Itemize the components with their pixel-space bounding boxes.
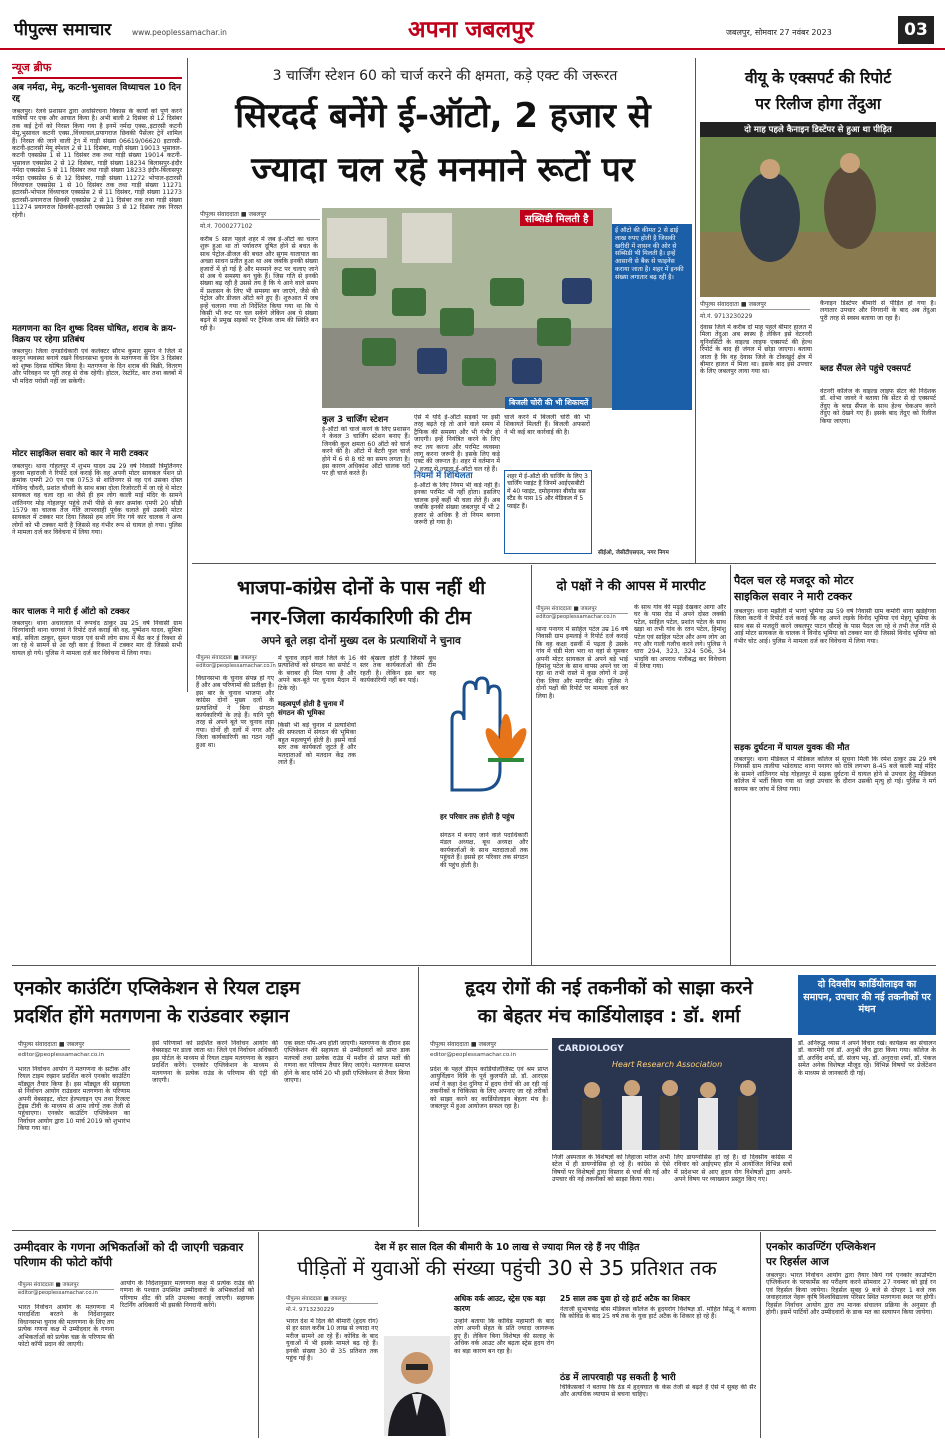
bjp-sub: महत्वपूर्ण होती है चुनाव में संगठन की भूमिका [278, 700, 344, 717]
bjp-headline-line2: नगर-जिला कार्यकारिणी की टीम [250, 607, 472, 629]
cardio-col1: प्रदेश के पहले डीएम कार्डियोलॉजिस्ट एवं श्रम प्राप्त आयुर्विज्ञान विवि के पूर्व कुलपति प्रो. डॉ. आरएस शर्मा ने कहा देश दुनिया में हृदय रोगों की आ रही नई तकनीकों व चिकित्सा के लिए अपनाए जा रहे तरीकों को साझा करने का कार्डियोलाइव बेहतर मंच है। जबलपुर में हुआ आयोजन सफल रहा है। [430, 1066, 548, 1111]
traffic-illustration [322, 208, 612, 408]
lead-sub-rules-text: ई-ऑटो के लिए नियम भी कड़े नहीं हैं। इनका परमिट भी नहीं होता। इसलिए चालक इन्हें कहीं भी चला लेते हैं। अब जबकि इनकी संख्या जबलपुर में भी 2 हजार से अधिक है तो नियम बनाना जरूरी हो गया है। [414, 482, 500, 527]
heart-sub2-text: नेताजी सुभाषचंद्र बोस मेडिकल कॉलेज के हृदयरोग विशेषज्ञ डॉ. मोहित सिद्धू ने बताया कि कोविड के बाद 25 वर्ष तक के युवा हार्ट अटैक के शिकार हो रहे हैं। [560, 1306, 756, 1321]
walker-text: जबलपुर। थाना मझौली में भागो भूमिया उम्र 59 वर्ष निवासी ग्राम कमोरी थाना खडेहेंगवा जिला कटनी ने रिपोर्ट दर्ज कराई कि वह अपने लड़के विनोद भूमिया एवं मेहगू भूमिया के साथ बस से मजदूरी करने जबलपुर पाटन चौराहे के पास पैदल जा रहे थे तभी तेज गति से आई मोटर सायकल के चालक ने विनोद भूमिया को टक्कर मार दी जिससे विनोद भूमिया को गंभीर चोट आई। पुलिस ने मामला दर्ज कर विवेचना में लिया गया। [734, 608, 936, 645]
encore-email[interactable]: editor@peoplessamachar.co.in [18, 1052, 105, 1058]
lead-sub-charging: कुल 3 चार्जिंग स्टेशन [322, 415, 389, 425]
dateline: जबलपुर, सोमवार 27 नवंबर 2023 [726, 28, 832, 37]
tendu-col1: देवास जिले में करीब दो माह पहले बीमार हालत में मिला तेंदुआ अब स्वस्थ है लेकिन इसे वेटरनरी यूनिवर्सिटी के वाइल्ड लाइफ एक्सपर्ट की हेल्थ रिपोर्ट के बाद ही जंगल में छोड़ा जाएगा। बताया जाता है कि वह देवास जिले के टोंकखुर्द क्षेत्र में बीमार हालत में मिला था। इसके बाद इसे उपचार के लिए जबलपुर लाया गया था। [700, 324, 812, 376]
walker-headline-line2: साइकिल सवार ने मारी टक्कर [734, 590, 853, 603]
fight-headline: दो पक्षों ने की आपस में मारपीट [556, 579, 706, 594]
candidate-col2: आयोग के निर्देशानुसार मतगणना कक्ष में प्रत्येक राउंड की गणना के पश्चात उपस्थित उम्मीदवारों के अभिकर्ताओं को परिणाम शीट की प्रति उपलब्ध कराई जाएगी। सहायक रिटर्निंग अधिकारी भी इसकी निगरानी करेंगे। [120, 1280, 254, 1310]
tendu-headline-line2: पर रिलीज होगा तेंदुआ [755, 95, 881, 113]
bjp-img-text: संगठन में बनाए जाने वाले पदाधिकारी मंडल अध्यक्ष, बूथ अध्यक्ष और कार्यकर्ताओं के साथ मतदाताओं तक पहुंचते हैं। इससे हर परिवार तक संगठन की पहुंच होती है। [440, 832, 528, 869]
heart-sub3: ठंड में लापरवाही पड़ सकती है भारी [560, 1373, 676, 1383]
lead-col1: करीब 5 साल पहले शहर में जब ई-ऑटो का चलन शुरू हुआ था तो पर्यावरण दूषित होने से बचत के साथ पेट्रोल-डीजल की बचत और सुगम यातायात का अच्छा साधन प्रतीत हुआ था अब जबकि इनकी संख्या हजारों में हो गई है और मनमाने रूट पर चलाए जाने से अब ये समस्या बन चुके हैं। जिस गति से इनकी संख्या बढ़ रही है उससे तय है कि ये आने वाले समय में प्रशासन के लिए भी समस्या बन जाएंगे, जैसे की पेट्रोल और डीजल ऑटो बने हुए हैं। शुरुआत में जब इन्हें चलाना गया तो निर्देशित किया गया था कि ये किसी भी रूट पर चल सकेंगे लेकिन अब ये संख्या बढ़ने से प्रमुख सड़कों पर ट्रैफिक जाम की स्थिति बन रही है। [200, 236, 318, 332]
party-symbols [440, 650, 528, 810]
tendu-photo [700, 137, 936, 297]
cardio-banner-2: Heart Research Association [612, 1060, 723, 1069]
tendu-sub: ब्लड सैंपल लेने पहुंचे एक्सपर्ट [820, 364, 911, 374]
fight-col2: के साथ गांव की मढ़ई देखकर आगा और घर के पास रोड में अपने दोस्त लक्की पटेल, साहिल पटेल, प्रशांत पटेल के साथ खड़ा था तभी गांव के रतन पटेल, हिमांशु पटेल एवं साहिल पटेल और अन्य लोग आ गए और गाली गलौच करने लगे। पुलिस ने धारा 294, 323, 324 506, 34 भादवि का अपराध पंजीबद्ध कर विवेचना में लिया गया। [634, 604, 726, 671]
lead-side-text: ई ऑटो की कीमत 2 से ढाई लाख रुपए होती है जिसकी खरीदी में शासन की ओर से सब्सिडी भी मिलती है। इन्हें आसानी से बैंक से फाइनेंस कराया जाता है। शहर में इनकी संख्या लगातार बढ़ रही है। [615, 227, 684, 281]
rehearsal-headline-line2: पर रिहर्सल आज [766, 1256, 829, 1268]
hand-and-lotus-icon [440, 650, 528, 810]
bjp-kicker: अपने बूते लड़ा दोनों मुख्य दल के प्रत्याशियों ने चुनाव [261, 635, 461, 647]
cardio-banner-1: CARDIOLOGY [558, 1044, 624, 1054]
bjp-col4: की श्रृंखला होती है जिसमें बूथ स्तर तक कार्यकर्ताओं की टीम रहती है। लेकिन इस बार यह कार्यकारिणी नहीं बन पाई। [360, 655, 436, 685]
walker-sub: सड़क दुर्घटना में घायल युवक की मौत [734, 743, 850, 753]
lead-side-box [612, 224, 692, 410]
brief-body-bike: जबलपुर। थाना गोहलपुर में शुभम यादव उम्र 29 वर्ष निवासी त्रिमूर्तिनगर कुरवा महाराजी ने रिपोर्ट दर्ज कराई कि वह अपनी मोटर सायकल पेशन प्रो क्रमांक एमपी 20 एन एक 0753 से शांतिनगर से वह एवं उसका दोस्त गोविन्द चौधरी, प्रशांत चौधरी के साथ बाबा दोला रिजोरटरी में जा रहे थे मोटर सायकल वह चला रहा था जैसे ही हम लोग काली माई मंदिर के सामने शांतिनगर मोड़ गोहलपुर पहुंचे तभी पीछे से कार क्रमांक एमपी 20 सीडी 1579 का चालक तेज गति लापरवाही पूर्वक चलाते हुये उसकी मोटर सायकल में टक्कर मार दिया जिससे हम लोग गिर गये कार चालक ने अन्य लोगों को भी टक्कर मारी है जिससे वह गंभीर रूप से घायल हो गया। पुलिस ने मामला दर्ज कर विवेचना में लिया गया। [12, 462, 182, 537]
candidate-email[interactable]: editor@peoplessamachar.co.in [18, 1290, 98, 1296]
rehearsal-text: जबलपुर। भारत निर्वाचन आयोग द्वारा तैयार किये गये एनकोर काउण्टिंग एप्लिकेशन के परफार्मेंस का परीक्षण करने सोमवार 27 नवम्बर को ड्राई रन एवं रिहर्सल किया जायेगा। रिहर्सल सुबह 9 बजे से दोपहर 1 बजे तक जवाहरलाल नेहरू कृषि विश्वविद्यालय परिसर स्थित मतगणना स्थल पर होगी। रिहर्सल निर्वाचन आयोग द्वारा तय मानक संचालन प्रक्रिया के अनुसार ही होगी। इसमें पार्टियों और उम्मीदवारों के डाक मत का सत्यापन किया जायेगा। [766, 1272, 936, 1317]
lead-charging-box [504, 470, 592, 554]
walker-headline-line1: पैदल चल रहे मजदूर को मोटर [734, 574, 854, 587]
lead-sub-theft-text: चार्ज करने में बिजली चोरी की भी शिकायतें मिलती हैं। बिजली अफसरों ने भी कई बार कार्रवाई की है। [504, 414, 590, 436]
encore-headline-line2: प्रदर्शित होंगे मतगणना के राउंडवार रुझान [14, 1006, 290, 1027]
news-brief-tag: न्यूज ब्रीफ [12, 60, 182, 79]
brief-body-eauto: जबलपुर। थाना अधारताल में रूपचंद ठाकुर उम्र 25 वर्ष निवासी ग्राम चिरगांवादी थाना चरगवां ने रिपोर्ट दर्ज कराई की वह, पुष्पेंशन यादव, सुमित्रा बाई, सविता ठाकुर, सुमन यादव एवं सभी लोग साथ में बैठ कर ई रिक्शा से जा रहे थे सामने से आ रही कार ई रिक्शा में टक्कर मार दी जिससे सभी घायल हो गये। पुलिस ने मामला दर्ज कर विवेचना में लिया गया। [12, 620, 182, 657]
newspaper-logo[interactable]: पीपुल्स समाचार [14, 20, 112, 40]
news-brief-column [12, 60, 182, 690]
brief-headline-bike: मोटर साइकिल सवार को कार ने मारी टक्कर [12, 449, 149, 459]
brief-headline-eauto: कार चालक ने मारी ई ऑटो को टक्कर [12, 606, 130, 617]
encore-col1: भारत निर्वाचन आयोग ने मतगणना के सटीक और रियल टाइम रुझान प्रदर्शित करने एनकोर काउंटिंग मॉड्यूल तैयार किया है। इस मॉड्यूल की सहायता से निर्वाचन आयोग राउंडवार मतगणना के परिणाम अपनी वेबसाइट, वोटर हेल्पलाइन एप तथा रिजल्ट ट्रेंड्स टीवी के माध्यम से आम लोगों तक तेजी से पहुंचाएगा। एनकोर काउंटिंग एप्लिकेशन का निर्वाचन आयोग द्वारा 10 मार्च 2019 को शुभारंभ किया गया था। [18, 1066, 130, 1133]
tendu-kicker: दो माह पहले कैनाइन डिस्टेंपर से हुआ था पीड़ित [700, 122, 936, 137]
tendu-sub-text: वेटनरी कॉलेज के वाइल्ड लाइफ सेंटर की निदेशक डॉ. शोभा जावरे ने बताया कि सेंटर से दो एक्सपर्ट तेंदुए के ब्लड सैंपल के साथ हेल्थ चेकअप करने तेंदुए को देखने गए हैं। इसके बाद तेंदुए को रिलीज किया जाएगा। [820, 388, 936, 425]
lead-box-text: शहर में ई-ऑटो की चार्जिंग के लिए 3 चार्जिंग प्वाइंट हैं जिनमें आईएसबीटी में 40 प्वाइंट, दमोहनाका बीयोंड बस स्टैंड के पास 15 और मेडिकल में 5 प्वाइंट हैं। [507, 473, 588, 510]
bjp-col2: में चुनाव लड़ने वाले जिले के 16 प्रत्याशियों को संगठन का सपोर्ट न के बराबर ही मिल पाया है और अपने बल-बूते पर चुनाव मैदान में टिके रहे। [278, 655, 356, 692]
cardio-photo [552, 1038, 792, 1150]
lead-headline-line1: सिरदर्द बनेंगे ई-ऑटो, 2 हजार से [235, 96, 651, 136]
lead-kicker: 3 चार्जिंग स्टेशन 60 को चार्ज करने की क्षमता, कड़े एक्ट की जरूरत [272, 68, 618, 84]
candidate-col1: भारत निर्वाचन आयोग के मतगणना में पारदर्शिता बरतने के निर्देशानुसार विधानसभा चुनाव की मतगणना के लिए तय प्रत्येक गणना कक्ष में उम्मीदवार के गणना अभिकर्ताओं को प्रत्येक चक्र के परिणाम की फोटो कॉपी प्रदान की जाएगी। [18, 1304, 114, 1349]
photo-badge-subsidy: सब्सिडी मिलती है [520, 210, 593, 226]
brief-body-dry-day: जबलपुर। जिला दण्डाधिकारी एवं कलेक्टर सौरभ कुमार सुमन ने जिले में कानून व्यवस्था बनाये रखने विधानसभा चुनाव के मतगणना के दिन 3 दिसंबर को शुष्क दिवस घोषित किया है। मतगणना के दिन शराब की बिक्री, वितरण और परिवहन पर पूरी तरह से रोक रहेगी। होटल, रेस्टोरेंट, बार तथा क्लबों में भी मदिरा परोसी नहीं जा सकेगी। [12, 348, 182, 385]
walker-sub-text: जबलपुर। थाना मेडिकल में मेडिकल कॉलेज से सूचना मिली कि रमेश ठाकुर उम्र 29 वर्ष निवासी ग्राम तालीया भडेराघाट थाना पनागर को रात्रि लगभग 8-45 बजे काली माई मंदिर के सामने शांतिनगर मोड़ गोहलपुर में सड़क दुर्घटना में घायल होने से उपचार हेतु मेडिकल कॉलेज में भर्ती किया गया था जहां उपचार के दौरान उसकी मृत्यु हो गई। पुलिस ने मर्ग कायम कर जांच में लिया गया। [734, 756, 936, 793]
lead-headline-line2: ज्यादा चल रहे मनमाने रूटों पर [251, 150, 635, 190]
photo-caption-power-theft: बिजली चोरी की भी शिकायतें [505, 397, 592, 409]
lead-sub-charging-text: ई-ऑटो को चार्ज करने के लिए प्रशासन ने केवल 3 चार्जिंग स्टेशन बनाए हैं। जिनकी कुल क्षमता 60 ऑटो को चार्ज करने की है। ऑटो में बैटरी फुल चार्ज होने में 6 से 8 घंटे का समय लगता है। इस कारण अधिकांश ऑटो चालक घरों पर ही चार्ज करते हैं। [322, 426, 410, 478]
encore-col2: इसे परिणामों को प्रदर्शित करने निर्वाचन आयोग की वेबसाइट पर डाला जाता था। जिले एवं निर्वाचन अधिकारी इस पोर्टल के माध्यम से रियल टाइम मतगणना के रुझान प्रदर्शित करेंगे। एनकोर एप्लिकेशन के माध्यम से मतगणना के प्रत्येक राउंड के परिणाम की एंट्री की जाएगी। [152, 1040, 278, 1085]
heart-mobile: मो.नं. 9713230229 [286, 1307, 335, 1313]
lead-col2: ऐसे में यदि ई-ऑटो सड़कों पर इसी तरह बढ़ते रहे तो आने वाले समय में ट्रैफिक की समस्या और भी गंभीर हो जाएगी। इन्हें नियंत्रित करने के लिए रूट तय करना और परमिट व्यवस्था लागू करना जरूरी है। इसके लिए कड़े एक्ट की जरूरत है। शहर में वर्तमान में 2 हजार से ज्यादा ई-ऑटो चल रहे हैं। [414, 414, 500, 473]
heart-byline: पीपुल्स संवाददाता ■ जबलपुर [286, 1294, 378, 1304]
cardio-headline-line1: हृदय रोगों की नई तकनीकों को साझा करने [465, 978, 753, 999]
encore-col3: एक स्वतः पॉप-अप होती जाएगी। मतगणना के दौरान इस एप्लिकेशन की सहायता से उम्मीदवारों को प्राप्त डाक मतपत्रों तथा प्रत्येक राउंड में मशीन से प्राप्त मतों की गणना कर परिणाम तैयार किए जाएंगे। मतगणना समाप्त होने के बाद फॉर्म 20 भी इसी एप्लिकेशन से तैयार किया जाएगा। [284, 1040, 410, 1085]
lead-byline: पीपुल्स संवाददाता ■ जबलपुर [200, 210, 320, 220]
heart-sub-text: उन्होंने बताया कि कोविड महामारी के बाद लोग अपनी सेहत के प्रति ज्यादा जागरूक हुए हैं। लेकिन बिना विशेषज्ञ की सलाह के अधिक वर्क आउट और बढ़ता स्ट्रेस हृदय रोग का बड़ा कारण बन रहा है। [454, 1318, 554, 1355]
bjp-email[interactable]: editor@peoplessamachar.co.in [196, 663, 276, 669]
cardio-byline: पीपुल्स संवाददाता ■ जबलपुर [430, 1040, 548, 1050]
doctor-icon [384, 1336, 450, 1436]
heart-sub: अधिक वर्क आउट, स्ट्रेस एक बड़ा कारण [454, 1294, 546, 1313]
doctor-portrait [384, 1336, 450, 1436]
fight-byline: पीपुल्स संवाददाता ■ जबलपुर [536, 604, 628, 614]
cardio-side-headline: दो दिवसीय कार्डियोलाइव का समापन, उपचार की नई तकनीकों पर मंथन [803, 979, 931, 1015]
tendu-mobile: मो.नं. 9713230229 [700, 313, 753, 320]
brief-body-trains: जबलपुर। रेलवे प्रशासन द्वारा अधोसंरचना विकास के कार्यों को पूर्ण करने यात्रियों पर एक और आघात किया है। अभी बाली 2 दिसंबर से 12 दिसंबर तक कई ट्रेनों को निरस्त किया गया है इनमें नर्मदा एक्स.,इटारसी कटनी मेमू,भुसावल कटनी एक्स.,विंध्याचल,प्रयागराज छिवकी पैसेंजर ट्रेनें शामिल हैं। निरस्त की जाने वाली ट्रेन में गाड़ी संख्या 06619/06620 इटारसी-कटनी-इटारसी मेमू स्पेशल 2 से 11 दिसंबर, गाड़ी संख्या 19013 भुसावल-कटनी एक्सप्रेस 1 से 11 दिसंबर तक तथा गाड़ी संख्या 19014 कटनी-भुसावल एक्सप्रेस 2 से 12 दिसंबर, गाड़ी संख्या 18234 बिलासपुर-इंदौर नर्मदा एक्सप्रेस 5 से 11 दिसंबर तथा गाड़ी संख्या 18233 इंदौर-बिलासपुर नर्मदा एक्सप्रेस 6 से 12 दिसंबर, गाड़ी संख्या 11272 भोपाल-इटारसी विंध्याचल एक्सप्रेस 1 से 10 दिसंबर तक तथा गाड़ी संख्या 11271 इटारसी-भोपाल विंध्याचल एक्सप्रेस 2 से 11 दिसंबर, गाड़ी संख्या 11273 इटारसी-प्रयागराज छिवकी एक्सप्रेस 2 से 11 दिसंबर तक तथा गाड़ी संख्या 11274 प्रयागराज छिवकी-इटारसी एक्सप्रेस 3 से 12 दिसंबर तक निरस्त रहेगी। [12, 108, 182, 219]
rehearsal-headline-line1: एनकोर काउण्टिंग एप्लिकेशन [766, 1241, 876, 1253]
encore-byline: पीपुल्स संवाददाता ■ जबलपुर [18, 1040, 130, 1050]
encore-headline-line1: एनकोर काउंटिंग एप्लिकेशन से रियल टाइम [14, 978, 300, 999]
bjp-img-caption: हर परिवार तक होती है पहुंच [440, 812, 515, 821]
lead-mobile: मो.नं. 7000277102 [200, 223, 253, 230]
lead-sub-rules: नियमों में शिथिलता [414, 471, 473, 481]
heart-col1: भारत देश में दिल की बीमारी (हृदय रोग) से हर साल करीब 10 लाख से ज्यादा नए मरीज सामने आ रहे हैं। कोविड के बाद युवाओं में भी इसके मामले बढ़ रहे हैं। इनकी संख्या 30 से 35 प्रतिशत तक पहुंच गई है। [286, 1318, 378, 1363]
brief-headline-trains: अब नर्मदा, मेमू, कटनी-भुसावल विध्याचल 10 दिन रद्द [12, 83, 181, 104]
heart-sub3-text: चिकित्सकों ने बताया कि ठंड में हृदयघात के केस तेजी से बढ़ते हैं ऐसे में सुबह की सैर और अत्यधिक व्यायाम से बचना चाहिए। [560, 1384, 756, 1399]
lead-photo-eautos [322, 208, 612, 408]
forest-illustration [700, 137, 936, 297]
cardio-col3: लिए डायग्नोसिस हो रहे हैं। दो दिवसीय कांग्रेस में रविवार को आईएमए हॉल में आयोजित विभिन्न सत्रों में प्रदेशभर से आए हृदय रोग विशेषज्ञों द्वारा अपने-अपने विषय पर व्याख्यान प्रस्तुत किए गए। [674, 1154, 792, 1184]
section-title: अपना जबलपुर [408, 17, 534, 43]
bjp-col1: विधानसभा के चुनाव संपन्न हो गए हैं और अब परिणामों की प्रतीक्षा है। इस बार के चुनाव भाजपा और कांग्रेस दोनों मुख्य दलों के प्रत्याशियों ने बिना संगठन कार्यकारिणी के लड़े हैं। यानि पूरी तरह से अपने बूते पर चुनाव लड़ा गया। दोनों ही दलों में नगर और जिला कार्यकारिणी का गठन नहीं हुआ था। [196, 675, 274, 749]
tendu-headline-line1: वीयू के एक्सपर्ट की रिपोर्ट [744, 69, 892, 87]
brief-headline-dry-day: मतगणना का दिन शुष्क दिवस घोषित, शराब के क्रय-विक्रय पर रहेगा प्रतिबंध [12, 324, 177, 345]
bjp-byline: पीपुल्स संवाददाता ■ जबलपुर [196, 653, 274, 663]
tendu-byline: पीपुल्स संवाददाता ■ जबलपुर [700, 300, 810, 310]
heart-sub2: 25 साल तक युवा हो रहे हार्ट अटैक का शिकार [560, 1294, 690, 1303]
cardio-col2: निजी अस्पताल के विशेषज्ञों को लिहाजा मरीज अभी स्टेज में ही डायग्नोसिस हो रहे हैं। कांग्रेस से ऐसे विषयों पर विशेषज्ञों द्वारा विस्तार से चर्चा की गई और उपचार की नई तकनीकों को साझा किया गया। [552, 1154, 670, 1184]
lead-credit: सीईओ, जेसीटीएसएल, नगर निगम [598, 550, 669, 556]
candidate-headline: उम्मीदवार के गणना अभिकर्ताओं को दी जाएगी चक्रवार परिणाम की फोटो कॉपी [14, 1240, 244, 1269]
fight-email[interactable]: editor@peoplessamachar.co.in [536, 614, 616, 620]
masthead [0, 0, 945, 50]
cardio-headline-line2: का बेहतर मंच कार्डियोलाइव : डॉ. शर्मा [477, 1006, 741, 1027]
fight-col1: थाना पनागर में साहिल पटेल उम्र 16 वर्ष निवासी ग्राम इमलाई ने रिपोर्ट दर्ज कराई कि वह कक्षा दसवीं में पढ़ता है उसके गांव में चंडी मेला भरा था वहां से घूमकर अपनी मोटर सायकल से अपने बड़े भाई हिमांशु पटेल के साथ वापस अपने घर जा रहा था तभी रास्ते में कुछ लोगों ने उन्हें रोक लिया और मारपीट की। पुलिस ने दोनों पक्षों की रिपोर्ट पर मामला दर्ज कर लिया है। [536, 626, 628, 700]
heart-kicker: देश में हर साल दिल की बीमारी के 10 लाख से ज्यादा मिल रहे हैं नए पीड़ित [374, 1242, 640, 1253]
bjp-sub-text: किसी भी बड़े चुनाव में प्रत्याशियों की सफलता में संगठन की भूमिका बहुत महत्वपूर्ण होती है। इसमें वार्ड स्तर तक कार्यकर्ता जुटते हैं और मतदाताओं को मतदान केंद्र तक लाते हैं। [278, 722, 356, 767]
cardio-col4: डॉ. अनिरुद्ध व्यास ने अपने विचार रखे। कार्यक्रम का संचालन डॉ. कारमेरी एवं डॉ. अनुश्री जैन द्वारा किया गया। कॉलेज के डॉ. अरविंद शर्मा, डॉ. संजय भट्ट, डॉ. अनुराधा शर्मा, डॉ. पंकज समेत अनेक विशेषज्ञ मौजूद रहे। विभिन्न विषयों पर प्रेजेंटेशन के माध्यम से जानकारी दी गई। [798, 1040, 936, 1077]
tendu-col2: कैनाइन डिस्टेंपर बीमारी से पीड़ित हो गया है। लगातार उपचार और निगरानी के बाद अब तेंदुआ पूरी तरह से स्वस्थ बताया जा रहा है। [820, 300, 936, 322]
heart-headline: पीड़ितों में युवाओं की संख्या पहुंची 30 से 35 प्रतिशत तक [297, 1256, 717, 1280]
bjp-headline-line1: भाजपा-कांग्रेस दोनों के पास नहीं थी [236, 577, 486, 599]
cardio-email[interactable]: editor@peoplessamachar.co.in [430, 1052, 517, 1058]
candidate-byline: पीपुल्स संवाददाता ■ जबलपुर [18, 1280, 114, 1290]
cardio-side-box [798, 975, 936, 1035]
site-url[interactable]: www.peoplessamachar.in [132, 28, 227, 37]
page-number: 03 [898, 16, 934, 44]
stage-illustration [552, 1038, 792, 1150]
